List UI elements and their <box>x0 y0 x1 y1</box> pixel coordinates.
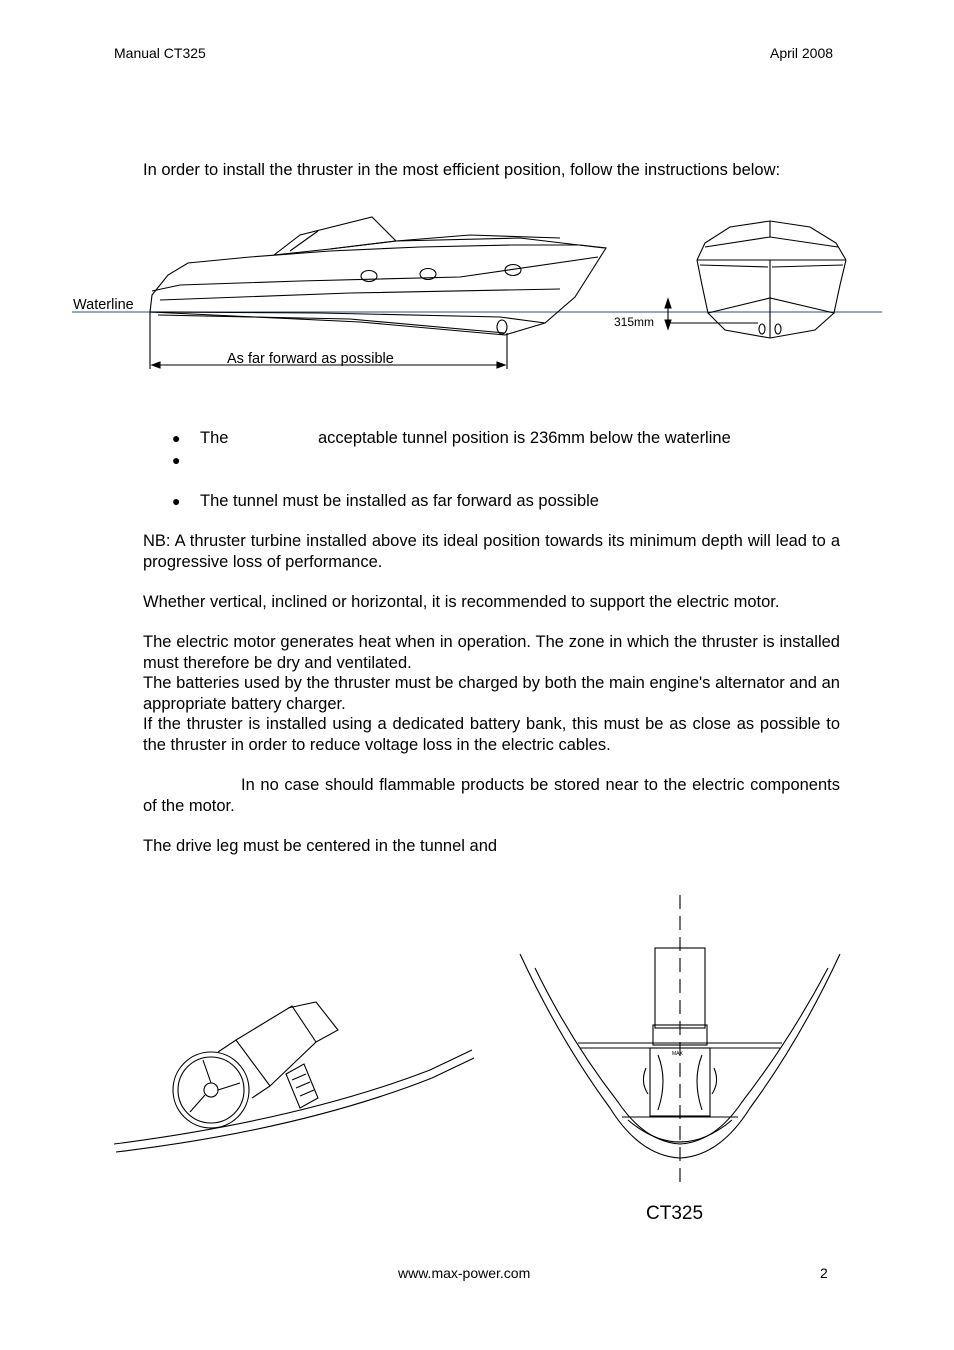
heat-paragraph <box>143 632 840 755</box>
nb-paragraph: NB: A thruster turbine installed above its ideal position towards its minimum depth will lead to a progressive loss of performance. <box>143 532 840 571</box>
bullet-1-end: acceptable tunnel position is 236mm below the waterline <box>318 429 731 447</box>
bullet-dot: ● <box>172 493 181 509</box>
header-title: Manual CT325 <box>114 45 206 61</box>
intro-text: In order to install the thruster in the most efficient position, follow the instructions below: <box>143 161 781 179</box>
heat-line-3: If the thruster is installed using a dedicated battery bank, this must be as close as possible to the thruster in order to reduce voltage loss in the electric cables. <box>143 715 840 754</box>
thruster-diagram <box>0 890 954 1230</box>
waterline-label: Waterline <box>73 297 134 313</box>
page-number: 2 <box>820 1265 828 1281</box>
drive-leg-paragraph: The drive leg must be centered in the tunnel and <box>143 837 498 855</box>
model-label: CT325 <box>646 1203 704 1224</box>
bullet-3: The tunnel must be installed as far forward as possible <box>200 492 599 510</box>
logo-text: MAX <box>672 1051 683 1057</box>
bullet-dot: ● <box>172 452 181 468</box>
footer-url: www.max-power.com <box>398 1265 531 1281</box>
boat-diagram <box>0 205 954 405</box>
depth-label: 315mm <box>614 315 655 329</box>
flammable-paragraph: In no case should flammable products be stored near to the electric components of the motor. <box>143 776 840 815</box>
header-date: April 2008 <box>770 45 834 61</box>
heat-line-2: The batteries used by the thruster must be charged by both the main engine's alternator and an appropriate battery charger. <box>143 674 840 713</box>
bullet-dot: ● <box>172 430 181 446</box>
support-paragraph: Whether vertical, inclined or horizontal, it is recommended to support the electric motor. <box>143 593 780 611</box>
heat-line-1: The electric motor generates heat when in operation. The zone in which the thruster is installed must therefore be dry and ventilated. <box>143 633 840 672</box>
bullet-1-start: The <box>200 429 229 447</box>
forward-label: As far forward as possible <box>227 351 394 367</box>
